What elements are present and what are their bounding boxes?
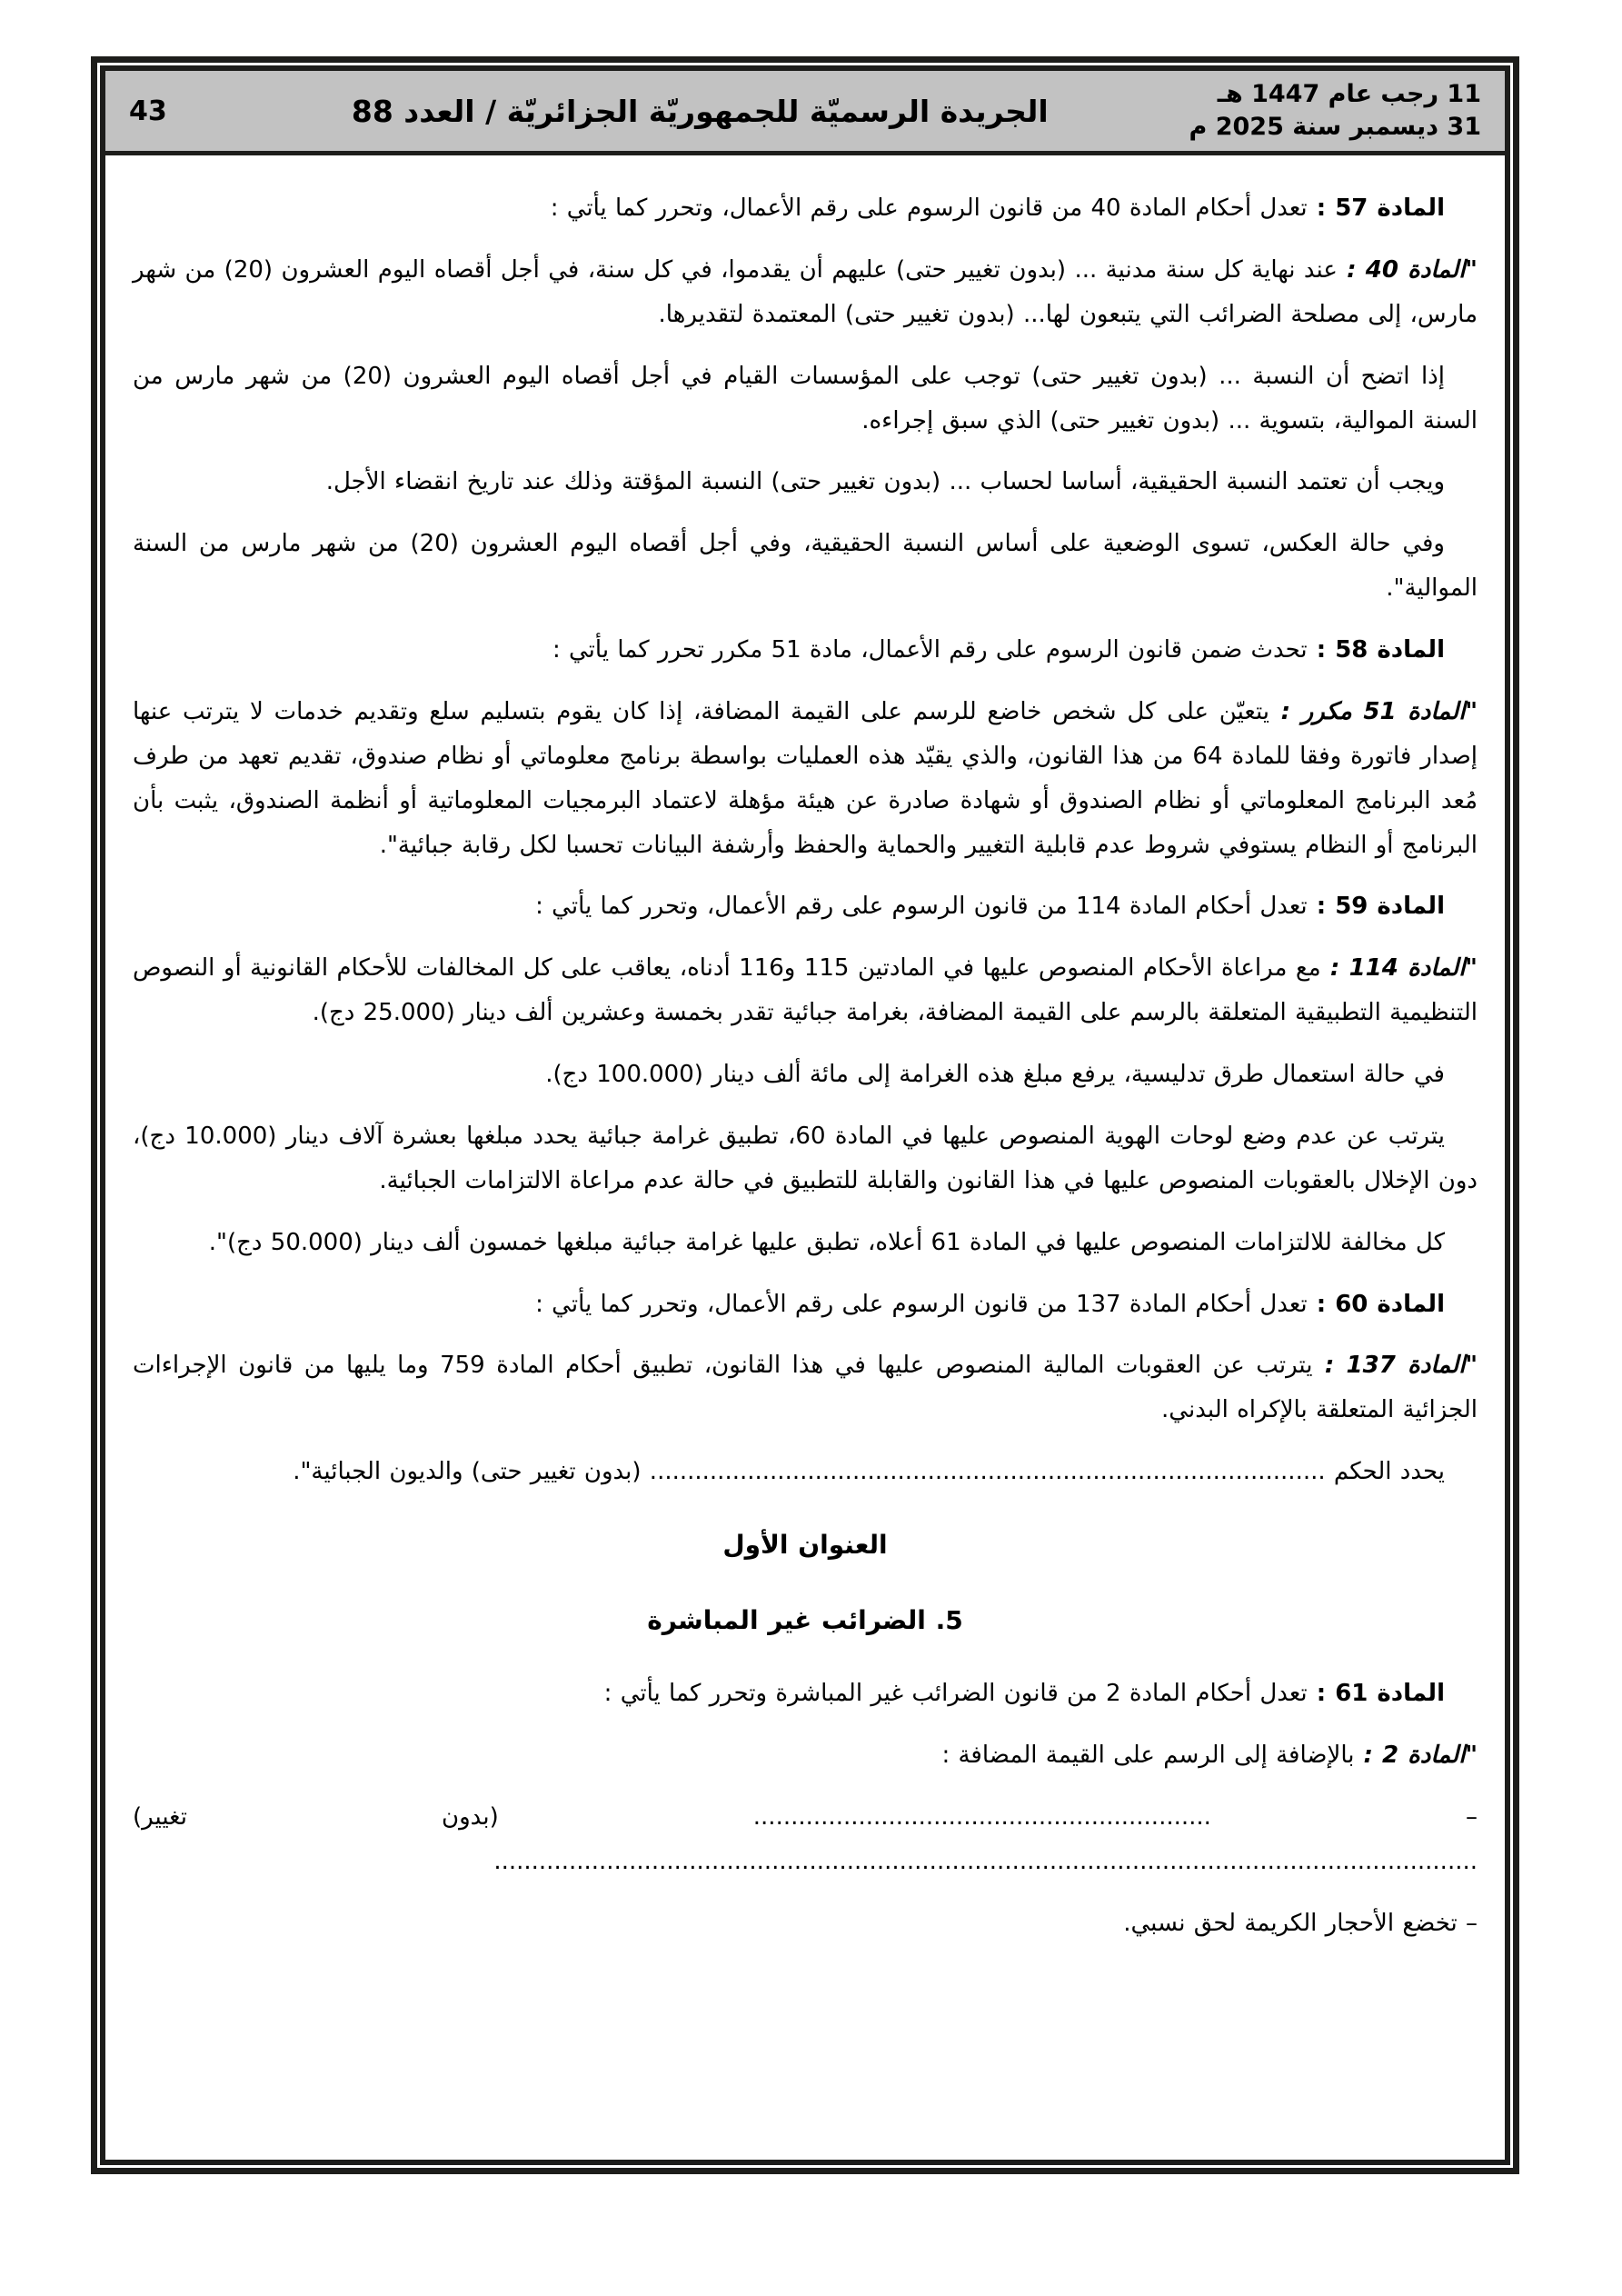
- article-label: المادة 57 :: [1307, 195, 1445, 222]
- header-dates: [1189, 78, 1481, 145]
- article-137-para-2: يحدد الحكم .......................................................................................... (بدون تغيير حتى) والديون الجبائية".: [293, 1458, 1445, 1486]
- article-60-heading: المادة 60 : تعدل أحكام المادة 137 من قانون الرسوم على رقم الأعمال، وتحرر كما يأتي :: [535, 1290, 1445, 1318]
- indirect-taxes-heading: 5. الضرائب غير المباشرة: [647, 1604, 963, 1635]
- page-number: 43: [129, 95, 167, 127]
- article-58-heading: المادة 58 : تحدث ضمن قانون الرسوم على رقم الأعمال، مادة 51 مكرر تحرر كما يأتي :: [552, 636, 1445, 664]
- article-label: المادة 59 :: [1307, 893, 1445, 921]
- article-label: "المادة 51 مكرر :: [1269, 697, 1478, 725]
- article-40-para-4: وفي حالة العكس، تسوى الوضعية على أساس النسبة الحقيقية، وفي أجل أقصاه اليوم العشرون (20) من شهر مارس من السنة الموالية".: [133, 530, 1478, 603]
- article-57-heading: المادة 57 : تعدل أحكام المادة 40 من قانون الرسوم على رقم الأعمال، وتحرر كما يأتي :: [550, 195, 1445, 222]
- article-59-heading: المادة 59 : تعدل أحكام المادة 114 من قانون الرسوم على رقم الأعمال، وتحرر كما يأتي :: [535, 893, 1445, 921]
- article-40-para-2: إذا اتضح أن النسبة ... (بدون تغيير حتى) توجب على المؤسسات القيام في أجل أقصاه اليوم العشرون (20) من شهر مارس من السنة الموالية، بتسوية ... (بدون تغيير حتى) الذي سبق إجراءه.: [133, 362, 1478, 434]
- title-one-heading: العنوان الأول: [722, 1530, 888, 1560]
- article-label: "المادة 2 :: [1354, 1742, 1478, 1770]
- article-2-item-gems: – تخضع الأحجار الكريمة لحق نسبي.: [1123, 1909, 1478, 1937]
- article-label: "المادة 114 :: [1320, 954, 1478, 983]
- article-2-item-unchanged: – ............................................................. (بدون تغيير) ...................................................................................................................................: [133, 1803, 1478, 1875]
- article-label: المادة 61 :: [1307, 1680, 1445, 1708]
- article-61-heading: المادة 61 : تعدل أحكام المادة 2 من قانون الضرائب غير المباشرة وتحرر كما يأتي :: [603, 1680, 1445, 1708]
- page-border-inner: [100, 65, 1510, 2165]
- article-114-quote: "المادة 114 : مع مراعاة الأحكام المنصوص عليها في المادتين 115 و116 أدناه، يعاقب على كل المخالفات للأحكام القانونية أو النصوص التنظيمية التطبيقية المتعلقة بالرسم على القيمة المضافة، بغرامة جبائية تقدر بخمسة وعشرين ألف دينار (25.000 دج).: [133, 954, 1478, 1027]
- article-40-quote: "المادة 40 : عند نهاية كل سنة مدنية ... (بدون تغيير حتى) عليهم أن يقدموا، في كل سنة، في أجل أقصاه اليوم العشرون (20) من شهر مارس، إلى مصلحة الضرائب التي يتبعون لها... (بدون تغيير حتى) المعتمدة لتقديرها.: [133, 255, 1478, 328]
- article-114-para-3: يترتب عن عدم وضع لوحات الهوية المنصوص عليها في المادة 60، تطبيق غرامة جبائية يحدد مبلغها بعشرة آلاف دينار (10.000 دج)، دون الإخلال بالعقوبات المنصوص عليها في هذا القانون والقابلة للتطبيق في حالة عدم مراعاة الالتزامات الجبائية.: [133, 1122, 1478, 1194]
- article-51bis-quote: "المادة 51 مكرر : يتعيّن على كل شخص خاضع للرسم على القيمة المضافة، إذا كان يقوم بتسليم سلع وتقديم خدمات لا يترتب عنها إصدار فاتورة وفقا للمادة 64 من هذا القانون، والذي يقيّد هذه العمليات بواسطة برنامج معلوماتي أو نظام صندوق، تقديم تعهد من طرف مُعد البرنامج المعلوماتي أو نظام الصندوق أو شهادة صادرة عن هيئة مؤهلة لاعتماد البرمجيات المعلوماتية أو أنظمة الصندوق، يثبت بأن البرنامج أو النظام يستوفي شروط عدم قابلية التغيير والحماية والحفظ وأرشفة البيانات تحسبا لكل رقابة جبائية".: [133, 697, 1478, 859]
- article-40-para-3: ويجب أن تعتمد النسبة الحقيقية، أساسا لحساب ... (بدون تغيير حتى) النسبة المؤقتة وذلك عند تاريخ انقضاء الأجل.: [325, 468, 1445, 496]
- page-border: [91, 56, 1519, 2174]
- date-gregorian: 31 ديسمبر سنة 2025 م: [1189, 113, 1481, 141]
- article-114-para-4: كل مخالفة للالتزامات المنصوص عليها في المادة 61 أعلاه، تطبق عليها غرامة جبائية مبلغها خمسون ألف دينار (50.000 دج)".: [208, 1228, 1445, 1256]
- document-body: [105, 155, 1505, 2160]
- article-137-quote: "المادة 137 : يترتب عن العقوبات المالية المنصوص عليها في هذا القانون، تطبيق أحكام المادة 759 وما يليها من قانون الإجراءات الجزائية المتعلقة بالإكراه البدني.: [133, 1352, 1478, 1424]
- article-label: "المادة 137 :: [1312, 1352, 1478, 1380]
- header: [105, 71, 1505, 155]
- article-label: "المادة 40 :: [1337, 255, 1478, 284]
- article-2-quote: "المادة 2 : بالإضافة إلى الرسم على القيمة المضافة :: [941, 1742, 1478, 1770]
- article-label: المادة 58 :: [1307, 636, 1445, 664]
- article-label: المادة 60 :: [1307, 1290, 1445, 1318]
- date-hijri: 11 رجب عام 1447 هـ: [1217, 79, 1481, 108]
- journal-title: الجريدة الرسميّة للجمهوريّة الجزائريّة / العدد 88: [351, 93, 1049, 129]
- article-114-para-2: في حالة استعمال طرق تدليسية، يرفع مبلغ هذه الغرامة إلى مائة ألف دينار (100.000 دج).: [545, 1061, 1445, 1088]
